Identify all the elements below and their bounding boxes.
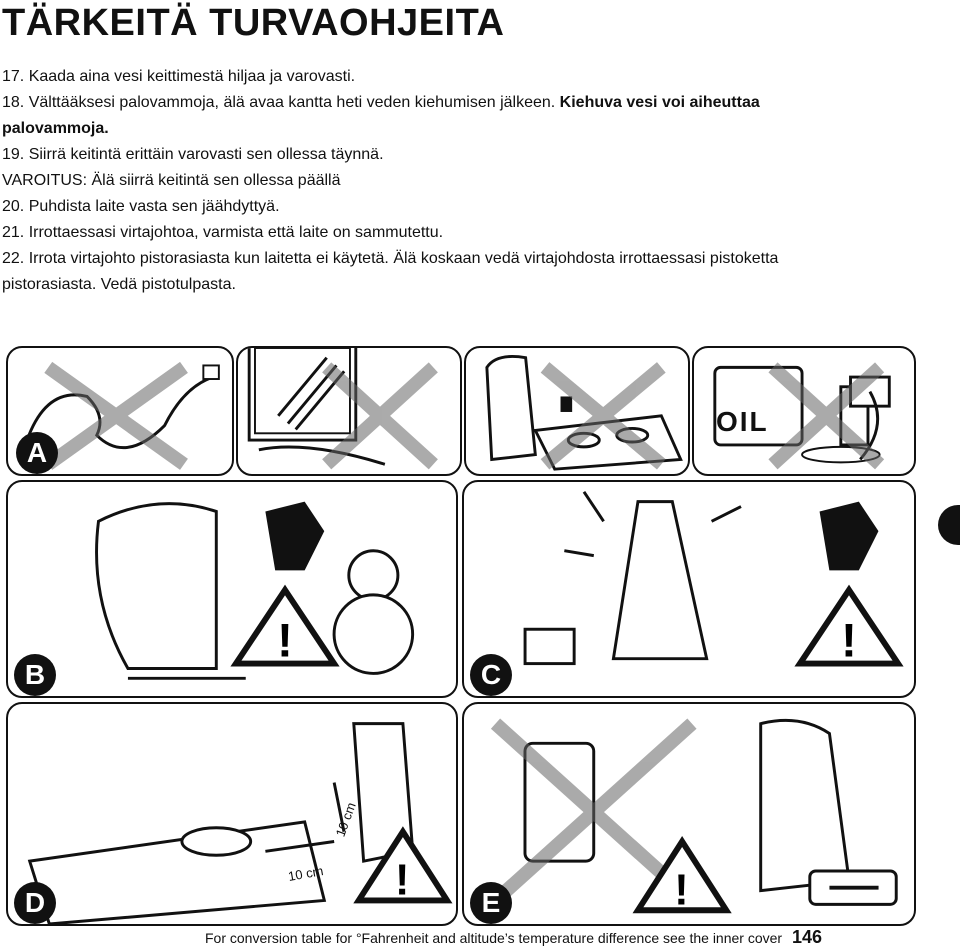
instruction-21: 21. Irrottaessasi virtajohtoa, varmista että laite on sammutettu. (2, 224, 444, 241)
label-d: D (14, 882, 56, 924)
panel-a-cord (6, 346, 234, 476)
instruction-18-cont: palovammoja. (2, 120, 109, 137)
panel-e (462, 702, 916, 926)
instruction-22-cont: pistorasiasta. Vedä pistotulpasta. (2, 276, 236, 293)
label-a: A (16, 432, 58, 474)
instruction-warning: VAROITUS: Älä siirrä keitintä sen ollessa päällä (2, 172, 341, 189)
hand-stop-icon (265, 502, 324, 571)
instruction-18: 18. Välttääksesi palovammoja, älä avaa kantta heti veden kiehumisen jälkeen. Kiehuva vesi voi aiheuttaa (2, 94, 760, 111)
svg-text:!: ! (395, 856, 410, 905)
child-warning-illustration (8, 482, 456, 696)
panel-d (6, 702, 458, 926)
panel-c (462, 480, 916, 698)
page-number: 146 (791, 927, 823, 947)
label-c: C (470, 654, 512, 696)
panel-a-window (236, 346, 462, 476)
cross-icon (327, 367, 434, 464)
instruction-22: 22. Irrota virtajohto pistorasiasta kun laitetta ei käytetä. Älä koskaan vedä virtajohdosta irrottaessasi pistoketta (2, 250, 779, 267)
section-tab-marker (938, 505, 960, 545)
moving-kettle-illustration (464, 482, 914, 696)
instruction-17: 17. Kaada aina vesi keittimestä hiljaa ja varovasti. (2, 68, 356, 85)
svg-text:!: ! (841, 613, 857, 667)
hand-stop-icon (820, 502, 879, 571)
cleaning-illustration (464, 704, 914, 924)
cross-icon (48, 367, 184, 464)
distance-label-1: 10 cm (332, 800, 359, 839)
window-illustration (238, 348, 460, 474)
panel-a-stove (464, 346, 690, 476)
instruction-list (2, 64, 952, 298)
label-e: E (470, 882, 512, 924)
instruction-20: 20. Puhdista laite vasta sen jäähdyttyä. (2, 198, 280, 215)
stove-illustration (466, 348, 688, 474)
warning-triangle-icon (236, 590, 334, 667)
page-title: TÄRKEITÄ TURVAOHJEITA (2, 2, 505, 44)
oil-label: OIL (716, 406, 769, 437)
svg-text:!: ! (674, 866, 689, 915)
panel-b (6, 480, 458, 698)
footer (205, 927, 822, 948)
panel-a-oil (692, 346, 916, 476)
unplug-icon (810, 871, 896, 904)
warning-triangle-icon (800, 590, 898, 667)
distance-illustration (8, 704, 456, 924)
distance-label-2: 10 cm (286, 863, 325, 884)
footer-text: For conversion table for °Fahrenheit and altitude’s temperature difference see the inner cover (205, 930, 783, 946)
svg-text:!: ! (277, 613, 293, 667)
instruction-19: 19. Siirrä keitintä erittäin varovasti sen ollessa täynnä. (2, 146, 384, 163)
label-b: B (14, 654, 56, 696)
warning-triangle-icon (638, 842, 726, 915)
